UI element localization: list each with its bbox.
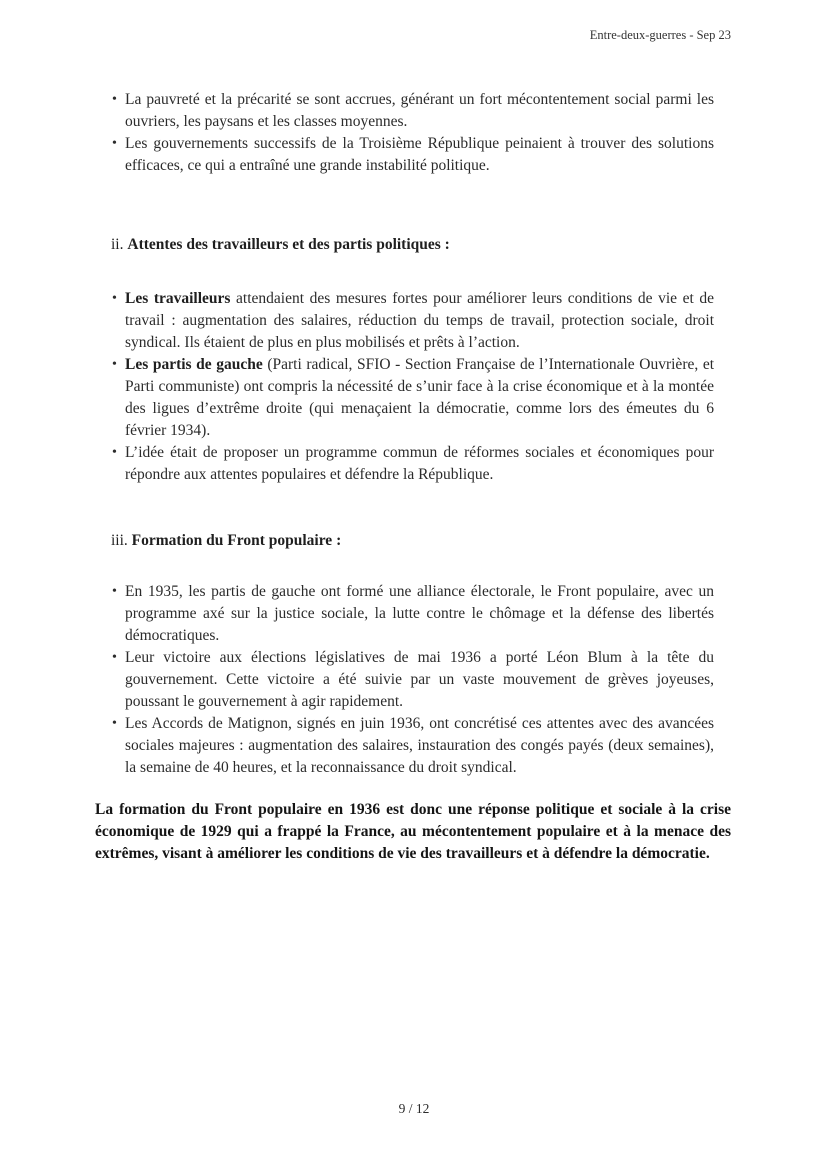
- bullet-marker-icon: •: [112, 716, 117, 731]
- list-item-text: La pauvreté et la précarité se sont accrues, générant un fort mécontentement social parmi les ouvriers, les paysans et les classes moyennes.: [125, 91, 714, 130]
- list-item-text: Leur victoire aux élections législatives de mai 1936 a porté Léon Blum à la tête du gouvernement. Cette victoire a été suivie par un vaste mouvement de grèves joyeuses, poussant le gouvernement à agir rapidement.: [125, 649, 714, 710]
- section-numeral: ii.: [111, 236, 128, 253]
- list-item: [112, 288, 714, 354]
- list-item-text: En 1935, les partis de gauche ont formé une alliance électorale, le Front populaire, avec un programme axé sur la justice sociale, la lutte contre le chômage et la défense des libertés démocratiques.: [125, 583, 714, 644]
- section-title: Formation du Front populaire :: [131, 532, 342, 549]
- section-iii-bullet-list: [112, 581, 714, 779]
- bullet-marker-icon: •: [112, 584, 117, 599]
- list-item-lead: Les partis de gauche: [125, 356, 263, 373]
- section-numeral: iii.: [111, 532, 132, 549]
- list-item-lead: Les travailleurs: [125, 290, 231, 307]
- section-title: Attentes des travailleurs et des partis politiques :: [127, 236, 450, 253]
- list-item-text: Les Accords de Matignon, signés en juin 1936, ont concrétisé ces attentes avec des avancées sociales majeures : augmentation des salaires, instauration des congés payés (deux semaines), la semaine de 40 heures, et la reconnaissance du droit syndical.: [125, 715, 714, 776]
- list-item: [112, 713, 714, 779]
- bullet-marker-icon: •: [112, 357, 117, 372]
- list-item-text: Les gouvernements successifs de la Troisième République peinaient à trouver des solutions efficaces, ce qui a entraîné une grande instabilité politique.: [125, 135, 714, 174]
- list-item: [112, 647, 714, 713]
- conclusion-paragraph: La formation du Front populaire en 1936 est donc une réponse politique et sociale à la crise économique de 1929 qui a frappé la France, au mécontentement populaire et à la menace des extrêmes, visant à améliorer les conditions de vie des travailleurs et à défendre la démocratie.: [95, 801, 731, 862]
- section-ii-bullet-list: [112, 288, 714, 486]
- list-item-text: L’idée était de proposer un programme commun de réformes sociales et économiques pour répondre aux attentes populaires et défendre la République.: [125, 444, 714, 483]
- list-item-text: attendaient des mesures fortes pour améliorer leurs conditions de vie et de travail : augmentation des salaires, réduction du temps de travail, protection sociale, droit syndical. Ils étaient de plus en plus mobilisés et prêts à l’action.: [125, 290, 714, 351]
- list-item: [112, 581, 714, 647]
- page-content: [95, 0, 731, 865]
- bullet-marker-icon: •: [112, 92, 117, 107]
- intro-bullet-list: [112, 89, 714, 177]
- page-header-title: Entre-deux-guerres - Sep 23: [589, 28, 731, 42]
- section-heading-iii: [111, 530, 731, 552]
- list-item: [112, 442, 714, 486]
- list-item: [112, 354, 714, 442]
- bullet-marker-icon: •: [112, 136, 117, 151]
- page-number: 9 / 12: [398, 1101, 430, 1116]
- section-heading-ii: [111, 234, 731, 256]
- list-item: [112, 89, 714, 133]
- bullet-marker-icon: •: [112, 445, 117, 460]
- bullet-marker-icon: •: [112, 650, 117, 665]
- list-item-text: (Parti radical, SFIO - Section Française de l’Internationale Ouvrière, et Parti communiste) ont compris la nécessité de s’unir face à la crise économique et à la montée des ligues d’extrême droite (qui menaçaient la démocratie, comme lors des émeutes du 6 février 1934).: [125, 356, 715, 439]
- list-item: [112, 133, 714, 177]
- bullet-marker-icon: •: [112, 291, 117, 306]
